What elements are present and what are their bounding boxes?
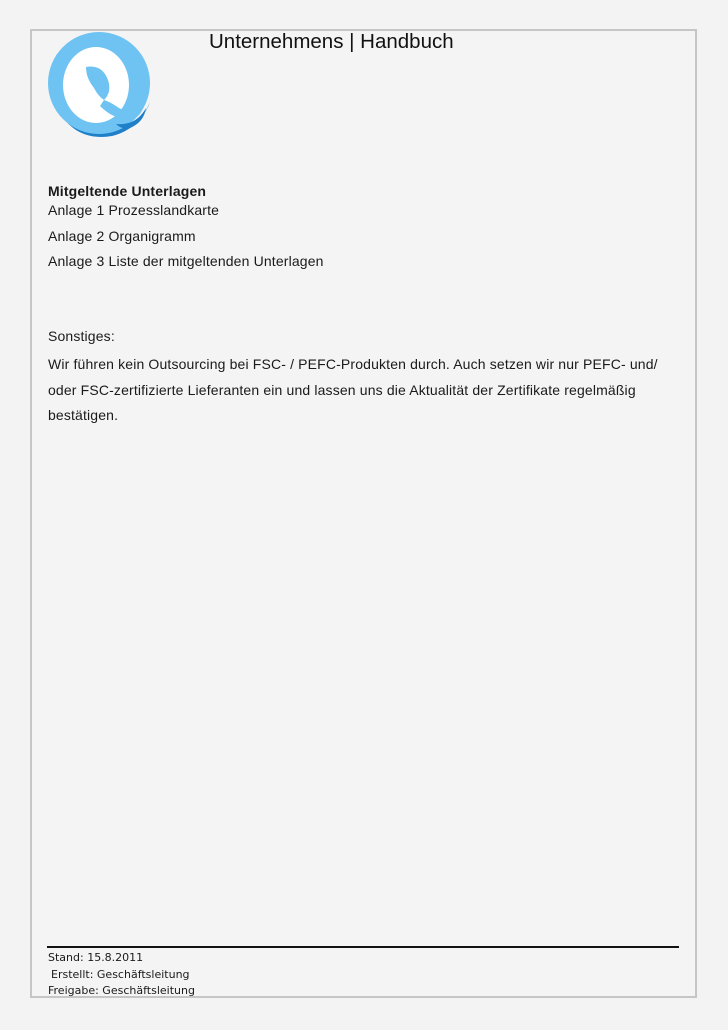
paragraph-line: Wir führen kein Outsourcing bei FSC- / PEFC-Produkten durch. Auch setzen wir nur PEFC- und/ (48, 356, 658, 372)
company-logo-q-icon (46, 30, 154, 142)
paragraph-line: bestätigen. (48, 407, 119, 423)
footer-created-by: Erstellt: Geschäftsleitung (51, 967, 190, 981)
footer-approved-by: Freigabe: Geschäftsleitung (48, 984, 195, 997)
other-paragraph (48, 352, 688, 429)
attachments-heading: Mitgeltende Unterlagen (48, 183, 207, 199)
attachments-list (48, 202, 324, 279)
list-item: Anlage 2 Organigramm (48, 227, 196, 244)
document-title: Unternehmens | Handbuch (209, 30, 454, 53)
footer-stand: Stand: 15.8.2011 (48, 951, 144, 964)
footer-divider (47, 946, 679, 948)
list-item: Anlage 1 Prozesslandkarte (48, 202, 220, 218)
footer (48, 950, 195, 1000)
paragraph-line: oder FSC-zertifizierte Lieferanten ein und lassen uns die Aktualität der Zertifikate regelmäßig (48, 381, 636, 398)
list-item: Anlage 3 Liste der mitgeltenden Unterlagen (48, 253, 324, 269)
other-heading: Sonstiges: (48, 328, 115, 344)
page-frame (30, 29, 697, 998)
